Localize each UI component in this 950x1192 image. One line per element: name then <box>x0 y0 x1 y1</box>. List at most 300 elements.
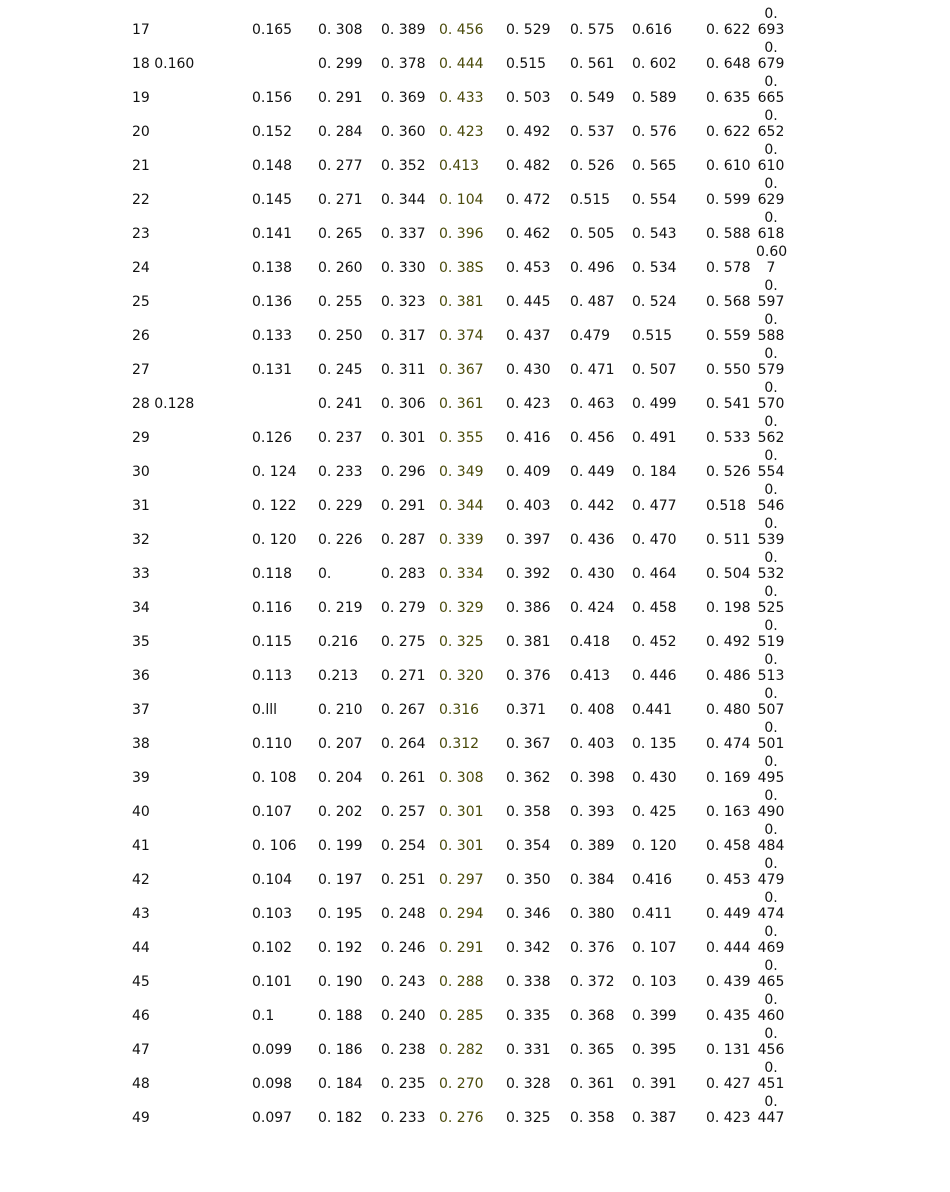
table-cell: 0. 331 <box>506 1042 551 1058</box>
table-cell: 0. 279 <box>381 600 426 616</box>
table-cell: 0. 38S <box>439 260 484 276</box>
table-cell: 0. 444 <box>706 940 751 956</box>
table-cell: 0. 396 <box>439 226 484 242</box>
table-cell: 0. 442 <box>570 498 615 514</box>
table-cell: 0. 238 <box>381 1042 426 1058</box>
table-cell: 0.138 <box>252 260 293 276</box>
table-cell: 0. 622 <box>706 124 751 140</box>
table-cell: 0.152 <box>252 124 293 140</box>
row-label: 46 <box>132 1008 150 1024</box>
table-cell: 0. 120 <box>632 838 677 854</box>
table-cell: 0.479 <box>570 328 611 344</box>
table-cell: 0. <box>318 566 332 582</box>
table-cell: 0. 367 <box>506 736 551 752</box>
table-cell: 0. 284 <box>318 124 363 140</box>
table-cell: 0.515 <box>632 328 673 344</box>
table-cell: 0. 210 <box>318 702 363 718</box>
table-cell: 0.113 <box>252 668 293 684</box>
table-cell: 0. 325 <box>506 1110 551 1122</box>
table-cell: 0. 282 <box>439 1042 484 1058</box>
table-cell: 0. 374 <box>439 328 484 344</box>
table-cell: 0. 446 <box>632 668 677 684</box>
table-cell: 0.148 <box>252 158 293 174</box>
table-cell: 0. 233 <box>381 1110 426 1122</box>
table-cell: 0. 368 <box>570 1008 615 1024</box>
table-cell: 0. 416 <box>506 430 551 446</box>
table-cell: 0. 317 <box>381 328 426 344</box>
table-cell: 0. 456 <box>570 430 615 446</box>
table-cell: 0. 447 <box>757 1094 785 1122</box>
table-cell: 0. 399 <box>632 1008 677 1024</box>
table-cell: 0. 525 <box>757 584 785 616</box>
table-cell: 0. 541 <box>706 396 751 412</box>
table-row <box>0 1060 950 1110</box>
table-cell: 0.136 <box>252 294 293 310</box>
table-cell: 0. 554 <box>757 448 785 480</box>
table-cell: 0. 380 <box>570 906 615 922</box>
table-cell: 0. 311 <box>381 362 426 378</box>
table-cell: 0. 376 <box>506 668 551 684</box>
table-cell: 0. 618 <box>757 210 785 242</box>
table-cell: 0. 458 <box>706 838 751 854</box>
row-label: 27 <box>132 362 150 378</box>
table-cell: 0.413 <box>570 668 611 684</box>
table-cell: 0. 424 <box>570 600 615 616</box>
row-label: 47 <box>132 1042 150 1058</box>
table-cell: 0. 107 <box>632 940 677 956</box>
row-label: 22 <box>132 192 150 208</box>
table-cell: 0. 453 <box>706 872 751 888</box>
table-cell: 0. 453 <box>506 260 551 276</box>
table-cell: 0. 524 <box>632 294 677 310</box>
table-cell: 0. 452 <box>632 634 677 650</box>
table-cell: 0. 275 <box>381 634 426 650</box>
table-cell: 0. 387 <box>632 1110 677 1122</box>
table-cell: 0. 559 <box>706 328 751 344</box>
table-cell: 0. 602 <box>632 56 677 72</box>
table-cell: 0. 237 <box>318 430 363 446</box>
table-cell: 0. 297 <box>439 872 484 888</box>
row-label: 19 <box>132 90 150 106</box>
table-cell: 0. 186 <box>318 1042 363 1058</box>
table-cell: 0. 254 <box>381 838 426 854</box>
table-cell: 0.145 <box>252 192 293 208</box>
row-label: 31 <box>132 498 150 514</box>
table-cell: 0. 219 <box>318 600 363 616</box>
table-cell: 0.60 7 <box>756 244 788 276</box>
table-cell: 0. 270 <box>439 1076 484 1092</box>
table-cell: 0. 389 <box>381 22 426 38</box>
table-cell: 0. 425 <box>632 804 677 820</box>
table-cell: 0. 392 <box>506 566 551 582</box>
table-cell: 0. 436 <box>570 532 615 548</box>
row-label: 30 <box>132 464 150 480</box>
table-cell: 0. 568 <box>706 294 751 310</box>
table-cell: 0. 120 <box>252 532 297 548</box>
table-cell: 0. 543 <box>632 226 677 242</box>
table-cell: 0. 549 <box>570 90 615 106</box>
row-label: 32 <box>132 532 150 548</box>
table-cell: 0. 335 <box>506 1008 551 1024</box>
table-cell: 0. 451 <box>757 1060 785 1092</box>
table-cell: 0. 190 <box>318 974 363 990</box>
table-row <box>0 74 950 124</box>
table-cell: 0.515 <box>506 56 547 72</box>
table-cell: 0. 423 <box>506 396 551 412</box>
row-label: 35 <box>132 634 150 650</box>
row-label: 34 <box>132 600 150 616</box>
table-cell: 0. 589 <box>632 90 677 106</box>
table-cell: 0. 537 <box>570 124 615 140</box>
table-cell: 0. 103 <box>632 974 677 990</box>
table-cell: 0. 301 <box>439 804 484 820</box>
table-cell: 0. 529 <box>506 22 551 38</box>
table-cell: 0. 550 <box>706 362 751 378</box>
table-cell: 0. 352 <box>381 158 426 174</box>
table-cell: 0. 391 <box>632 1076 677 1092</box>
row-label: 43 <box>132 906 150 922</box>
table-row <box>0 890 950 940</box>
table-cell: 0. 308 <box>439 770 484 786</box>
table-cell: 0.102 <box>252 940 293 956</box>
table-cell: 0. 507 <box>632 362 677 378</box>
table-cell: 0. 330 <box>381 260 426 276</box>
table-row <box>0 822 950 872</box>
table-cell: 0. 294 <box>439 906 484 922</box>
table-cell: 0. 439 <box>706 974 751 990</box>
table-cell: 0. 492 <box>706 634 751 650</box>
row-label: 48 <box>132 1076 150 1092</box>
table-cell: 0. 398 <box>570 770 615 786</box>
table-cell: 0. 337 <box>381 226 426 242</box>
table-cell: 0. 430 <box>570 566 615 582</box>
table-cell: 0. 565 <box>632 158 677 174</box>
table-cell: 0. 495 <box>757 754 785 786</box>
table-cell: 0.101 <box>252 974 293 990</box>
table-row <box>0 244 950 294</box>
table-cell: 0. 355 <box>439 430 484 446</box>
table-cell: 0. 579 <box>757 346 785 378</box>
table-cell: 0. 360 <box>381 124 426 140</box>
table-cell: 0.097 <box>252 1110 293 1122</box>
table-cell: 0. 532 <box>757 550 785 582</box>
table-cell: 0.413 <box>439 158 480 174</box>
table-cell: 0. 588 <box>757 312 785 344</box>
table-cell: 0. 511 <box>706 532 751 548</box>
table-cell: 0. 393 <box>570 804 615 820</box>
table-cell: 0. 474 <box>706 736 751 752</box>
table-cell: 0.616 <box>632 22 673 38</box>
row-label: 37 <box>132 702 150 718</box>
table-cell: 0. 277 <box>318 158 363 174</box>
table-cell: 0. 491 <box>632 430 677 446</box>
table-cell: 0. 199 <box>318 838 363 854</box>
table-row <box>0 380 950 430</box>
row-label: 20 <box>132 124 150 140</box>
table-cell: 0. 350 <box>506 872 551 888</box>
table-cell: 0. 386 <box>506 600 551 616</box>
table-cell: 0.099 <box>252 1042 293 1058</box>
table-cell: 0. 233 <box>318 464 363 480</box>
table-cell: 0. 358 <box>506 804 551 820</box>
table-cell: 0. 163 <box>706 804 751 820</box>
table-cell: 0. 235 <box>381 1076 426 1092</box>
table-cell: 0. 184 <box>318 1076 363 1092</box>
table-cell: 0. 465 <box>757 958 785 990</box>
table-cell: 0. 539 <box>757 516 785 548</box>
table-cell: 0. 665 <box>757 74 785 106</box>
table-cell: 0.1 <box>252 1008 275 1024</box>
row-label: 36 <box>132 668 150 684</box>
table-row <box>0 278 950 328</box>
table-cell: 0. 456 <box>757 1026 785 1058</box>
table-cell: 0. 267 <box>381 702 426 718</box>
table-row <box>0 754 950 804</box>
table-cell: 0. 433 <box>439 90 484 106</box>
table-cell: 0. 389 <box>570 838 615 854</box>
table-cell: 0. 122 <box>252 498 297 514</box>
row-label: 24 <box>132 260 150 276</box>
table-cell: 0. 470 <box>632 532 677 548</box>
table-row <box>0 720 950 770</box>
table-cell: 0. 376 <box>570 940 615 956</box>
table-cell: 0.316 <box>439 702 480 718</box>
table-cell: 0. 499 <box>632 396 677 412</box>
table-cell: 0.126 <box>252 430 293 446</box>
table-cell: 0. 403 <box>570 736 615 752</box>
table-cell: 0. 479 <box>757 856 785 888</box>
table-cell: 0. 188 <box>318 1008 363 1024</box>
table-row <box>0 856 950 906</box>
table-cell: 0. 106 <box>252 838 297 854</box>
table-cell: 0. 299 <box>318 56 363 72</box>
table-cell: 0. 285 <box>439 1008 484 1024</box>
table-cell: 0. 271 <box>318 192 363 208</box>
table-cell: 0. 245 <box>318 362 363 378</box>
table-cell: 0. 423 <box>439 124 484 140</box>
table-row <box>0 584 950 634</box>
table-cell: 0. 265 <box>318 226 363 242</box>
table-cell: 0. 610 <box>706 158 751 174</box>
table-cell: 0.107 <box>252 804 293 820</box>
table-cell: 0. 561 <box>570 56 615 72</box>
table-cell: 0.141 <box>252 226 293 242</box>
table-cell: 0. 597 <box>757 278 785 310</box>
table-cell: 0. 490 <box>757 788 785 820</box>
table-cell: 0. 648 <box>706 56 751 72</box>
table-cell: 0. 622 <box>706 22 751 38</box>
table-cell: 0. 381 <box>506 634 551 650</box>
row-label: 33 <box>132 566 150 582</box>
table-cell: 0. 526 <box>706 464 751 480</box>
table-cell: 0. 248 <box>381 906 426 922</box>
table-cell: 0. 477 <box>632 498 677 514</box>
table-cell: 0. 578 <box>706 260 751 276</box>
table-cell: 0. 264 <box>381 736 426 752</box>
table-cell: 0.518 <box>706 498 747 514</box>
table-cell: 0.411 <box>632 906 673 922</box>
table-cell: 0.213 <box>318 668 359 684</box>
table-cell: 0. 487 <box>570 294 615 310</box>
table-cell: 0. 693 <box>757 6 785 38</box>
table-cell: 0. 287 <box>381 532 426 548</box>
table-cell: 0. 184 <box>632 464 677 480</box>
table-cell: 0. 261 <box>381 770 426 786</box>
table-cell: 0. 599 <box>706 192 751 208</box>
table-cell: 0. 427 <box>706 1076 751 1092</box>
table-cell: 0. 198 <box>706 600 751 616</box>
table-cell: 0. 250 <box>318 328 363 344</box>
table-cell: 0. 320 <box>439 668 484 684</box>
table-cell: 0. 501 <box>757 720 785 752</box>
table-cell: 0. 296 <box>381 464 426 480</box>
table-cell: 0. 507 <box>757 686 785 718</box>
table-cell: 0.165 <box>252 22 293 38</box>
table-cell: 0. 395 <box>632 1042 677 1058</box>
table-row <box>0 482 950 532</box>
row-label: 28 0.128 <box>132 396 195 412</box>
table-cell: 0. 575 <box>570 22 615 38</box>
table-cell: 0. 361 <box>439 396 484 412</box>
table-row <box>0 652 950 702</box>
table-cell: 0. 291 <box>318 90 363 106</box>
table-cell: 0. 339 <box>439 532 484 548</box>
table-cell: 0. 474 <box>757 890 785 922</box>
table-cell: 0. 471 <box>570 362 615 378</box>
row-label: 21 <box>132 158 150 174</box>
table-cell: 0. 492 <box>506 124 551 140</box>
table-row <box>0 142 950 192</box>
table-cell: 0. 576 <box>632 124 677 140</box>
table-cell: 0. 652 <box>757 108 785 140</box>
table-cell: 0. 513 <box>757 652 785 684</box>
table-row <box>0 1026 950 1076</box>
row-label: 45 <box>132 974 150 990</box>
row-label: 42 <box>132 872 150 888</box>
table-cell: 0. 246 <box>381 940 426 956</box>
table-cell: 0. 169 <box>706 770 751 786</box>
table-cell: 0. 334 <box>439 566 484 582</box>
table-cell: 0. 496 <box>570 260 615 276</box>
table-cell: 0. 204 <box>318 770 363 786</box>
table-cell: 0. 679 <box>757 40 785 72</box>
table-row <box>0 924 950 974</box>
table-cell: 0.156 <box>252 90 293 106</box>
table-cell: 0. 449 <box>570 464 615 480</box>
table-cell: 0. 397 <box>506 532 551 548</box>
row-label: 29 <box>132 430 150 446</box>
table-cell: 0. 344 <box>439 498 484 514</box>
table-cell: 0. 308 <box>318 22 363 38</box>
table-row <box>0 1094 950 1122</box>
row-label: 39 <box>132 770 150 786</box>
table-cell: 0. 207 <box>318 736 363 752</box>
table-cell: 0. 301 <box>381 430 426 446</box>
table-cell: 0. 486 <box>706 668 751 684</box>
table-cell: 0. 503 <box>506 90 551 106</box>
table-row <box>0 108 950 158</box>
table-cell: 0.098 <box>252 1076 293 1092</box>
table-cell: 0. 195 <box>318 906 363 922</box>
table-cell: 0. 463 <box>570 396 615 412</box>
table-cell: 0. 526 <box>570 158 615 174</box>
table-cell: 0. 291 <box>381 498 426 514</box>
table-cell: 0. 482 <box>506 158 551 174</box>
table-row <box>0 210 950 260</box>
table-cell: 0.116 <box>252 600 293 616</box>
table-cell: 0. 135 <box>632 736 677 752</box>
row-label: 17 <box>132 22 150 38</box>
table-cell: 0. 437 <box>506 328 551 344</box>
table-cell: 0. 362 <box>506 770 551 786</box>
table-cell: 0.441 <box>632 702 673 718</box>
table-cell: 0. 484 <box>757 822 785 854</box>
table-cell: 0. 533 <box>706 430 751 446</box>
table-row <box>0 550 950 600</box>
table-cell: 0. 276 <box>439 1110 484 1122</box>
table-cell: 0. 480 <box>706 702 751 718</box>
table-cell: 0. 384 <box>570 872 615 888</box>
table-cell: 0. 367 <box>439 362 484 378</box>
table-row <box>0 414 950 464</box>
table-row <box>0 958 950 1008</box>
table-cell: 0. 192 <box>318 940 363 956</box>
table-cell: 0. 519 <box>757 618 785 650</box>
table-cell: 0. 381 <box>439 294 484 310</box>
table-cell: 0. 288 <box>439 974 484 990</box>
table-cell: 0. 104 <box>439 192 484 208</box>
table-cell: 0. 449 <box>706 906 751 922</box>
table-row <box>0 448 950 498</box>
table-cell: 0. 124 <box>252 464 297 480</box>
table-cell: 0. 430 <box>506 362 551 378</box>
table-cell: 0. 328 <box>506 1076 551 1092</box>
table-cell: 0. 271 <box>381 668 426 684</box>
table-cell: 0. 456 <box>439 22 484 38</box>
table-cell: 0.133 <box>252 328 293 344</box>
table-row <box>0 618 950 668</box>
row-label: 44 <box>132 940 150 956</box>
table-cell: 0. 588 <box>706 226 751 242</box>
table-cell: 0. 444 <box>439 56 484 72</box>
table-cell: 0. 338 <box>506 974 551 990</box>
table-cell: 0. 301 <box>439 838 484 854</box>
table-row <box>0 686 950 736</box>
row-label: 18 0.160 <box>132 56 195 72</box>
table-cell: 0. 462 <box>506 226 551 242</box>
table-cell: 0. 430 <box>632 770 677 786</box>
table-row <box>0 176 950 226</box>
table-row <box>0 6 950 56</box>
table-cell: 0. 260 <box>318 260 363 276</box>
row-label: 25 <box>132 294 150 310</box>
table-cell: 0. 409 <box>506 464 551 480</box>
table-cell: 0.416 <box>632 872 673 888</box>
row-label: 40 <box>132 804 150 820</box>
table-cell: 0. 546 <box>757 482 785 514</box>
table-row <box>0 346 950 396</box>
table-cell: 0. 342 <box>506 940 551 956</box>
table-cell: 0. 562 <box>757 414 785 446</box>
table-row <box>0 40 950 90</box>
table-cell: 0. 325 <box>439 634 484 650</box>
table-cell: 0.110 <box>252 736 293 752</box>
table-cell: 0. 241 <box>318 396 363 412</box>
table-cell: 0. 182 <box>318 1110 363 1122</box>
table-cell: 0. 240 <box>381 1008 426 1024</box>
table-cell: 0. 283 <box>381 566 426 582</box>
table-cell: 0. 378 <box>381 56 426 72</box>
